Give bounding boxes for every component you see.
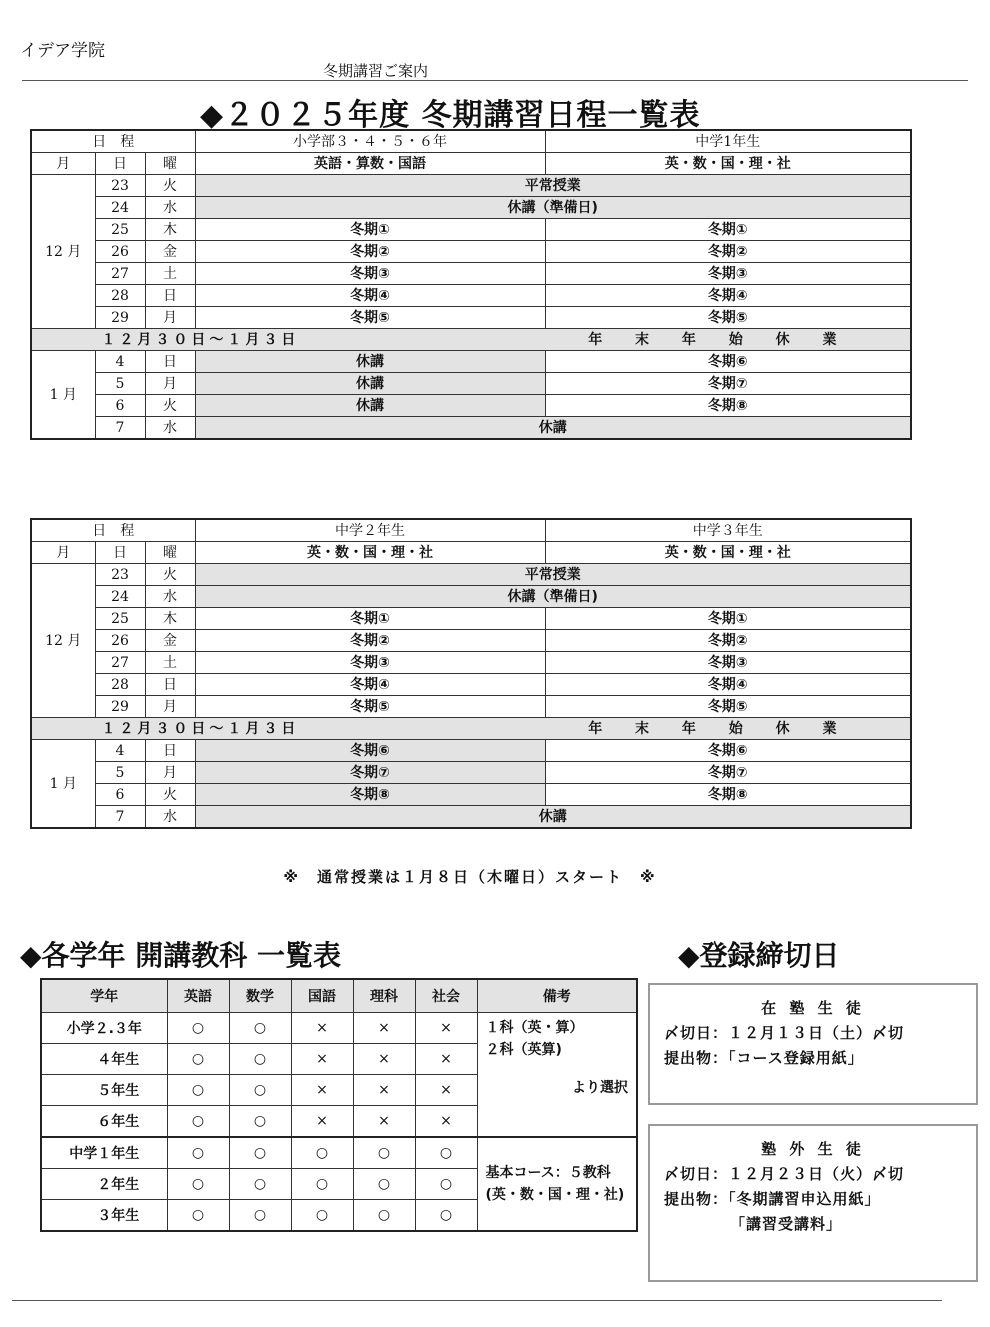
session-right-cell: 冬期①: [545, 608, 911, 630]
session-span-cell: 平常授業: [195, 564, 911, 586]
remark-line: (英・数・国・理・社): [485, 1187, 625, 1203]
subjects-right: 英・数・国・理・社: [545, 542, 911, 564]
session-right-cell: 冬期②: [545, 241, 911, 263]
availability-cell: ○: [415, 1137, 477, 1169]
subjects-table: [40, 978, 638, 1232]
day-cell: 24: [95, 197, 145, 219]
session-right-cell: 冬期⑥: [545, 351, 911, 373]
deadline-title: ◆登録締切日: [678, 939, 840, 972]
day-cell: 23: [95, 564, 145, 586]
day-cell: 28: [95, 674, 145, 696]
remark-line: １科（英・算）: [485, 1020, 584, 1036]
schedule-row: [31, 630, 911, 652]
session-left-cell: 冬期⑤: [195, 307, 545, 329]
schedule-row: [31, 241, 911, 263]
subjects-left: 英語・算数・国語: [195, 153, 545, 175]
session-left-cell: 冬期④: [195, 285, 545, 307]
weekday-cell: 月: [145, 373, 195, 395]
availability-cell: ○: [353, 1169, 415, 1200]
session-left-cell: 冬期③: [195, 652, 545, 674]
session-left-cell: 休講: [195, 351, 545, 373]
availability-cell: ○: [229, 1200, 291, 1232]
session-right-cell: 冬期②: [545, 630, 911, 652]
availability-cell: ×: [415, 1044, 477, 1075]
weekday-cell: 水: [145, 417, 195, 440]
schedule-header: 日 程: [31, 519, 195, 542]
session-span-cell: 休講（準備日): [195, 197, 911, 219]
day-cell: 4: [95, 740, 145, 762]
holiday-break-row: [31, 718, 911, 740]
break-label: 年 末 年 始 休 業: [588, 720, 841, 737]
availability-cell: ○: [291, 1200, 353, 1232]
day-cell: 28: [95, 285, 145, 307]
session-right-cell: 冬期⑥: [545, 740, 911, 762]
availability-cell: ×: [291, 1044, 353, 1075]
availability-cell: ○: [229, 1013, 291, 1044]
weekday-cell: 木: [145, 608, 195, 630]
availability-cell: ×: [415, 1106, 477, 1138]
external-deadline: 〆切日：１２月２３日（火）〆切: [664, 1165, 905, 1183]
session-span-cell: 平常授業: [195, 175, 911, 197]
subjects-left: 英・数・国・理・社: [195, 542, 545, 564]
session-right-cell: 冬期⑦: [545, 373, 911, 395]
subjects-header-cell: 学年: [41, 979, 167, 1013]
schedule-row: [31, 417, 911, 440]
remark-cell: [477, 1013, 637, 1138]
session-right-cell: 冬期⑤: [545, 307, 911, 329]
footer-divider: [12, 1300, 942, 1301]
session-right-cell: 冬期⑧: [545, 395, 911, 417]
external-submission: 提出物：「冬期講習申込用紙」: [664, 1190, 881, 1208]
page-title: ◆２０２５年度 冬期講習日程一覧表: [200, 98, 701, 133]
day-cell: 23: [95, 175, 145, 197]
weekday-cell: 火: [145, 564, 195, 586]
break-label: 年 末 年 始 休 業: [588, 331, 841, 348]
weekday-cell: 日: [145, 740, 195, 762]
schedule-row: [31, 395, 911, 417]
weekday-cell: 金: [145, 630, 195, 652]
session-right-cell: 冬期⑧: [545, 784, 911, 806]
remark-cell: [477, 1137, 637, 1231]
day-cell: 29: [95, 696, 145, 718]
month-header: 月: [31, 542, 95, 564]
grade-cell: 小学２.３年: [41, 1013, 167, 1044]
schedule-row: [31, 351, 911, 373]
remark-line: より選択: [572, 1080, 628, 1096]
subjects-header-cell: 理科: [353, 979, 415, 1013]
month-cell: 1 月: [31, 351, 95, 440]
grade-cell: ５年生: [41, 1075, 167, 1106]
schedule-row: [31, 586, 911, 608]
month-cell: 12 月: [31, 175, 95, 329]
subjects-row: [41, 1013, 637, 1044]
weekday-cell: 火: [145, 784, 195, 806]
deadline-box-internal: [648, 983, 978, 1105]
session-left-cell: 冬期①: [195, 608, 545, 630]
external-heading: 塾 外 生 徒: [761, 1140, 865, 1158]
day-cell: 6: [95, 395, 145, 417]
break-dates: １２月３０日～１月３日: [101, 331, 300, 348]
schedule-table-elementary-jr1: [30, 129, 912, 440]
month-header: 月: [31, 153, 95, 175]
month-cell: 12 月: [31, 564, 95, 718]
availability-cell: ○: [229, 1169, 291, 1200]
schedule-row: [31, 674, 911, 696]
session-span-cell: 休講: [195, 417, 911, 440]
deadline-box-external: [648, 1124, 978, 1282]
session-right-cell: 冬期⑦: [545, 762, 911, 784]
day-cell: 4: [95, 351, 145, 373]
schedule-header: 日 程: [31, 130, 195, 153]
subjects-header-cell: 国語: [291, 979, 353, 1013]
session-left-cell: 休講: [195, 395, 545, 417]
schedule-row: [31, 263, 911, 285]
break-dates: １２月３０日～１月３日: [101, 720, 300, 737]
subjects-header-cell: 数学: [229, 979, 291, 1013]
availability-cell: ○: [291, 1137, 353, 1169]
session-left-cell: 冬期⑥: [195, 740, 545, 762]
availability-cell: ×: [291, 1106, 353, 1138]
weekday-cell: 日: [145, 351, 195, 373]
schedule-table-jr2-jr3: [30, 518, 912, 829]
weekday-header: 曜: [145, 542, 195, 564]
weekday-cell: 火: [145, 395, 195, 417]
availability-cell: ×: [353, 1106, 415, 1138]
session-right-cell: 冬期④: [545, 285, 911, 307]
schedule-row: [31, 197, 911, 219]
availability-cell: ○: [415, 1200, 477, 1232]
weekday-cell: 月: [145, 307, 195, 329]
grade-cell: 中学１年生: [41, 1137, 167, 1169]
availability-cell: ○: [167, 1106, 229, 1138]
subjects-title: ◆各学年 開講教科 一覧表: [20, 939, 342, 972]
schedule-row: [31, 762, 911, 784]
availability-cell: ○: [415, 1169, 477, 1200]
weekday-header: 曜: [145, 153, 195, 175]
availability-cell: ×: [291, 1013, 353, 1044]
day-cell: 26: [95, 630, 145, 652]
availability-cell: ○: [229, 1075, 291, 1106]
session-left-cell: 冬期②: [195, 630, 545, 652]
availability-cell: ○: [229, 1044, 291, 1075]
day-cell: 25: [95, 608, 145, 630]
day-cell: 6: [95, 784, 145, 806]
schedule-row: [31, 564, 911, 586]
session-right-cell: 冬期③: [545, 263, 911, 285]
holiday-break-row: [31, 329, 911, 351]
day-cell: 25: [95, 219, 145, 241]
session-right-cell: 冬期⑤: [545, 696, 911, 718]
day-header: 日: [95, 153, 145, 175]
session-left-cell: 休講: [195, 373, 545, 395]
regular-class-note: ※ 通常授業は１月８日（木曜日）スタート ※: [283, 868, 657, 886]
subjects-header-cell: 社会: [415, 979, 477, 1013]
grade-cell: ２年生: [41, 1169, 167, 1200]
availability-cell: ○: [167, 1013, 229, 1044]
availability-cell: ○: [167, 1200, 229, 1232]
availability-cell: ×: [353, 1075, 415, 1106]
weekday-cell: 木: [145, 219, 195, 241]
schedule-row: [31, 740, 911, 762]
day-cell: 7: [95, 417, 145, 440]
weekday-cell: 日: [145, 674, 195, 696]
weekday-cell: 土: [145, 652, 195, 674]
day-cell: 27: [95, 652, 145, 674]
day-header: 日: [95, 542, 145, 564]
availability-cell: ○: [167, 1137, 229, 1169]
weekday-cell: 月: [145, 696, 195, 718]
remark-line: ２科（英算): [485, 1042, 562, 1058]
session-left-cell: 冬期⑤: [195, 696, 545, 718]
availability-cell: ○: [229, 1106, 291, 1138]
subjects-header-cell: 備考: [477, 979, 637, 1013]
weekday-cell: 水: [145, 586, 195, 608]
remark-line: 基本コース：５教科: [485, 1165, 611, 1181]
session-span-cell: 休講: [195, 806, 911, 829]
grade-cell: ４年生: [41, 1044, 167, 1075]
schedule-row: [31, 784, 911, 806]
schedule-row: [31, 608, 911, 630]
availability-cell: ×: [415, 1013, 477, 1044]
day-cell: 24: [95, 586, 145, 608]
group-header-left: 中学２年生: [195, 519, 545, 542]
availability-cell: ×: [353, 1044, 415, 1075]
schedule-row: [31, 696, 911, 718]
availability-cell: ×: [353, 1013, 415, 1044]
schedule-row: [31, 652, 911, 674]
subjects-right: 英・数・国・理・社: [545, 153, 911, 175]
day-cell: 5: [95, 373, 145, 395]
grade-cell: ３年生: [41, 1200, 167, 1232]
weekday-cell: 月: [145, 762, 195, 784]
day-cell: 7: [95, 806, 145, 829]
session-right-cell: 冬期③: [545, 652, 911, 674]
group-header-left: 小学部３・４・５・６年: [195, 130, 545, 153]
grade-cell: ６年生: [41, 1106, 167, 1138]
session-right-cell: 冬期④: [545, 674, 911, 696]
session-left-cell: 冬期①: [195, 219, 545, 241]
weekday-cell: 日: [145, 285, 195, 307]
group-header-right: 中学３年生: [545, 519, 911, 542]
schedule-row: [31, 285, 911, 307]
internal-heading: 在 塾 生 徒: [761, 999, 865, 1017]
session-left-cell: 冬期③: [195, 263, 545, 285]
availability-cell: ○: [167, 1075, 229, 1106]
availability-cell: ×: [291, 1075, 353, 1106]
weekday-cell: 水: [145, 197, 195, 219]
session-left-cell: 冬期⑧: [195, 784, 545, 806]
schedule-row: [31, 307, 911, 329]
school-name: イデア学院: [20, 41, 105, 61]
weekday-cell: 土: [145, 263, 195, 285]
schedule-row: [31, 219, 911, 241]
availability-cell: ○: [291, 1169, 353, 1200]
weekday-cell: 火: [145, 175, 195, 197]
day-cell: 5: [95, 762, 145, 784]
month-cell: 1 月: [31, 740, 95, 829]
document-subtitle: 冬期講習ご案内: [323, 62, 429, 80]
internal-submission: 提出物：「コース登録用紙」: [664, 1049, 864, 1067]
schedule-row: [31, 806, 911, 829]
session-span-cell: 休講（準備日): [195, 586, 911, 608]
availability-cell: ○: [167, 1169, 229, 1200]
group-header-right: 中学1年生: [545, 130, 911, 153]
day-cell: 26: [95, 241, 145, 263]
header-divider: [22, 80, 968, 81]
session-right-cell: 冬期①: [545, 219, 911, 241]
weekday-cell: 水: [145, 806, 195, 829]
session-left-cell: 冬期②: [195, 241, 545, 263]
weekday-cell: 金: [145, 241, 195, 263]
internal-deadline: 〆切日：１２月１３日（土）〆切: [664, 1024, 905, 1042]
availability-cell: ○: [167, 1044, 229, 1075]
availability-cell: ○: [353, 1137, 415, 1169]
session-left-cell: 冬期④: [195, 674, 545, 696]
subjects-header-cell: 英語: [167, 979, 229, 1013]
availability-cell: ○: [353, 1200, 415, 1232]
session-left-cell: 冬期⑦: [195, 762, 545, 784]
day-cell: 29: [95, 307, 145, 329]
day-cell: 27: [95, 263, 145, 285]
schedule-row: [31, 373, 911, 395]
availability-cell: ×: [415, 1075, 477, 1106]
external-fee: 「講習受講料」: [730, 1215, 843, 1233]
availability-cell: ○: [229, 1137, 291, 1169]
schedule-row: [31, 175, 911, 197]
subjects-row: [41, 1137, 637, 1169]
